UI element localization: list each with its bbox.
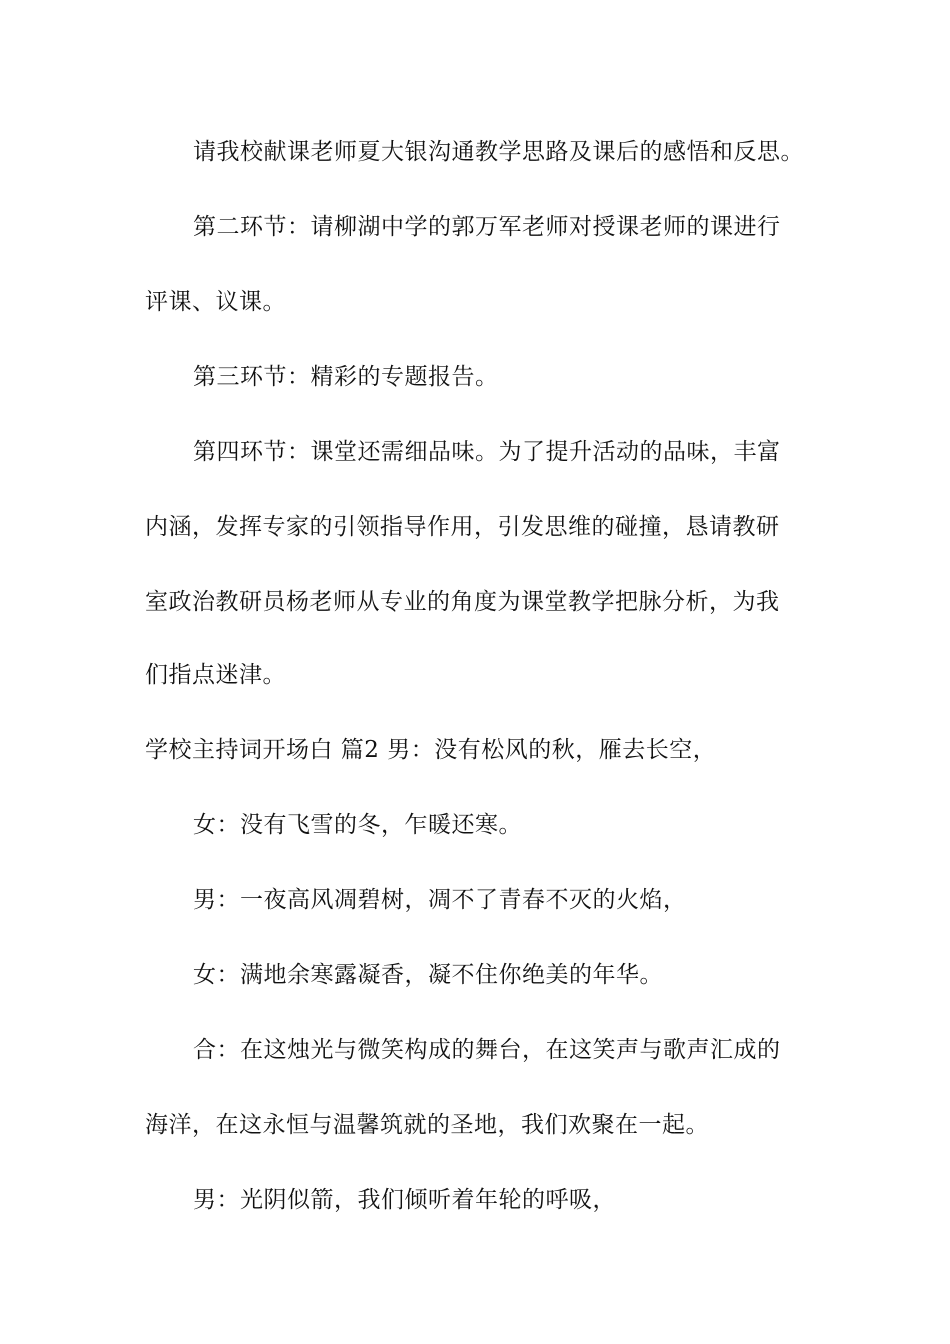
paragraph-line: 女：满地余寒露凝香，凝不住你绝美的年华。 <box>193 962 663 988</box>
paragraph-line: 内涵，发挥专家的引领指导作用，引发思维的碰撞，恳请教研 <box>145 514 780 540</box>
section-heading-line: 学校主持词开场白 篇2 男：没有松风的秋，雁去长空， <box>145 737 717 763</box>
paragraph-line: 第三环节：精彩的专题报告。 <box>193 364 499 390</box>
paragraph-line: 第四环节：课堂还需细品味。为了提升活动的品味，丰富 <box>193 439 781 465</box>
paragraph-line: 男：光阴似箭，我们倾听着年轮的呼吸， <box>193 1187 616 1213</box>
paragraph-line: 室政治教研员杨老师从专业的角度为课堂教学把脉分析，为我 <box>145 589 780 615</box>
paragraph-line: 女：没有飞雪的冬，乍暖还寒。 <box>193 812 522 838</box>
paragraph-line: 男：一夜高风凋碧树，凋不了青春不灭的火焰， <box>193 887 687 913</box>
paragraph-line: 请我校献课老师夏大银沟通教学思路及课后的感悟和反思。 <box>193 139 804 165</box>
paragraph-line: 评课、议课。 <box>145 289 286 315</box>
paragraph-line: 海洋，在这永恒与温馨筑就的圣地，我们欢聚在一起。 <box>145 1112 709 1138</box>
paragraph-line: 们指点迷津。 <box>145 662 286 688</box>
paragraph-line: 合：在这烛光与微笑构成的舞台，在这笑声与歌声汇成的 <box>193 1037 781 1063</box>
paragraph-line: 第二环节：请柳湖中学的郭万军老师对授课老师的课进行 <box>193 214 781 240</box>
